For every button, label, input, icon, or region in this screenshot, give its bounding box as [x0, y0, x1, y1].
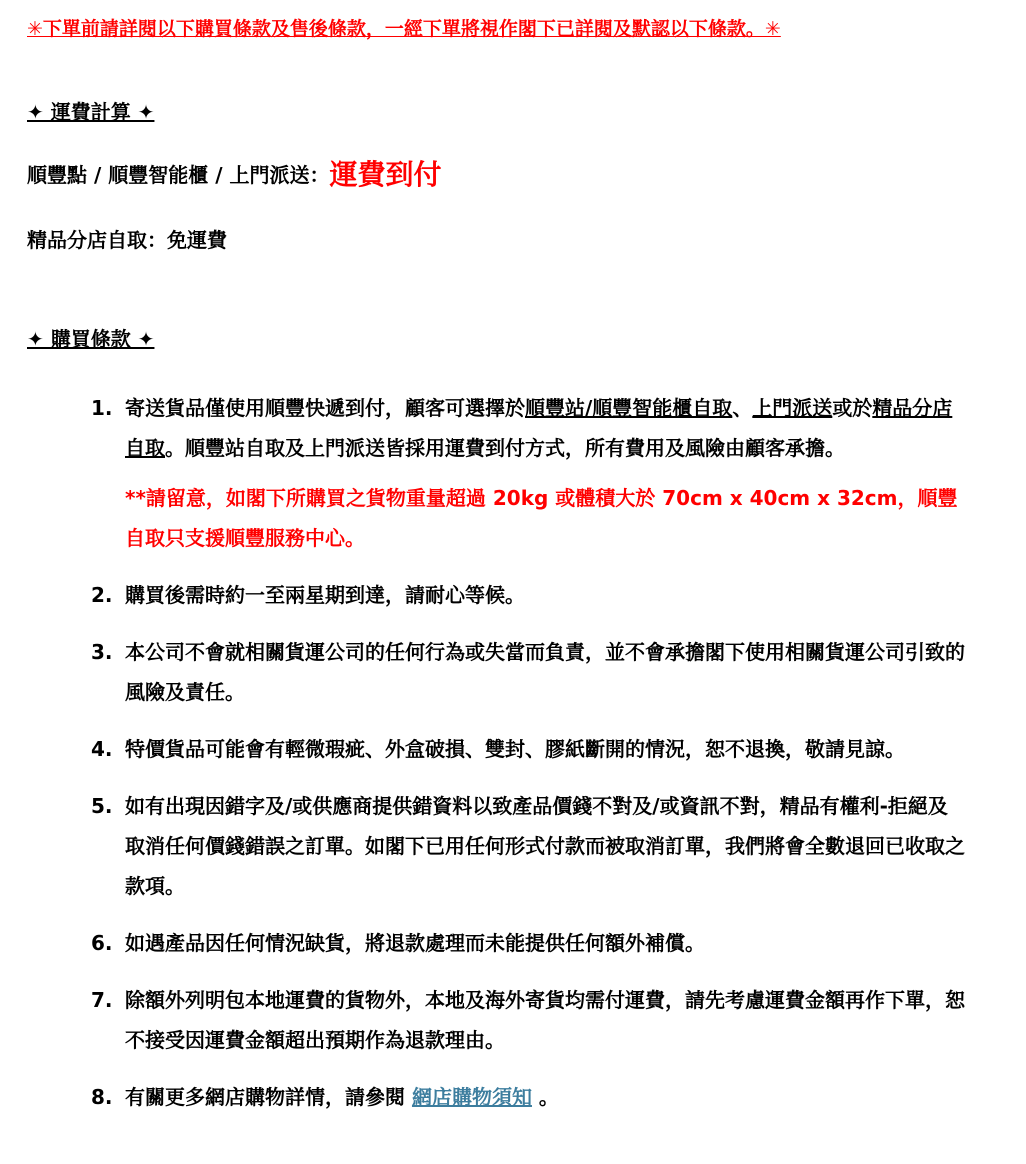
term-item-8-number: 8.: [91, 1084, 113, 1109]
terms-list: [27, 388, 966, 1117]
term-item-8: [91, 1077, 966, 1117]
term-1-seg-or: 或於: [832, 395, 873, 420]
term-item-2-text: 購買後需時約一至兩星期到達，請耐心等候。: [125, 582, 525, 607]
term-1-seg-store-pickup: 精品分店自取: [125, 395, 953, 460]
term-item-4: [91, 729, 966, 769]
term-item-6-number: 6.: [91, 930, 113, 955]
term-item-2: [91, 575, 966, 615]
term-item-4-number: 4.: [91, 736, 113, 761]
term-item-1-weight-note: **請留意，如閣下所購買之貨物重量超過 20kg 或體積大於 70cm x 40cm x 32cm，順豐自取只支援順豐服務中心。: [125, 485, 958, 550]
term-item-5-number: 5.: [91, 793, 113, 818]
term-item-7-number: 7.: [91, 987, 113, 1012]
term-item-5: [91, 786, 966, 906]
term-1-seg-tail: 。順豐站自取及上門派送皆採用運費到付方式，所有費用及風險由顧客承擔。: [165, 435, 845, 460]
term-item-8-text: [125, 1085, 559, 1109]
term-item-6-text: 如遇產品因任何情況缺貨，將退款處理而未能提供任何額外補償。: [125, 930, 705, 955]
shipping-sf-label: 順豐點 / 順豐智能櫃 / 上門派送：: [27, 163, 330, 188]
term-1-seg-comma: 、: [732, 395, 753, 420]
term-item-1-number: 1.: [91, 395, 113, 420]
term-8-seg-after-link: 。: [531, 1084, 559, 1109]
term-item-2-number: 2.: [91, 582, 113, 607]
term-1-seg-home-delivery: 上門派送: [752, 395, 833, 420]
term-item-6: [91, 923, 966, 963]
term-item-1-text: [125, 396, 952, 460]
term-item-3-text: 本公司不會就相關貨運公司的任何行為或失當而負責，並不會承擔閣下使用相關貨運公司引致的風險及責任。: [125, 639, 965, 704]
shipping-line-sf: [27, 151, 966, 199]
term-item-7-text: 除額外列明包本地運費的貨物外，本地及海外寄貨均需付運費，請先考慮運費金額再作下單，恕不接受因運費金額超出預期作為退款理由。: [125, 987, 965, 1052]
shopping-guide-link[interactable]: 網店購物須知: [411, 1084, 532, 1109]
shipping-sf-value: 運費到付: [329, 158, 442, 192]
shipping-line-store-pickup: 精品分店自取：免運費: [27, 227, 227, 252]
term-item-4-text: 特價貨品可能會有輕微瑕疵、外盒破損、雙封、膠紙斷開的情況，恕不退換，敬請見諒。: [125, 736, 905, 761]
term-item-1: [91, 388, 966, 558]
term-1-seg-plain: 寄送貨品僅使用順豐快遞到付，顧客可選擇於: [125, 395, 525, 420]
term-item-5-text: 如有出現因錯字及/或供應商提供錯資料以致產品價錢不對及/或資訊不對，精品有權利-拒絕及取消任何價錢錯誤之訂單。如閣下已用任何形式付款而被取消訂單，我們將會全數退回已收取之款項。: [125, 793, 965, 898]
pre-order-notice: ✳下單前請詳閱以下購買條款及售後條款，一經下單將視作閣下已詳閱及默認以下條款。✳: [27, 18, 781, 40]
term-1-seg-sf-pickup: 順豐站/順豐智能櫃自取: [525, 395, 733, 420]
purchase-terms-heading: ✦ 購買條款 ✦: [27, 326, 155, 351]
term-item-3-number: 3.: [91, 639, 113, 664]
term-item-3: [91, 632, 966, 712]
shipping-fee-heading: ✦ 運費計算 ✦: [27, 100, 155, 125]
term-8-seg-before-link: 有關更多網店購物詳情，請參閱: [125, 1084, 412, 1109]
